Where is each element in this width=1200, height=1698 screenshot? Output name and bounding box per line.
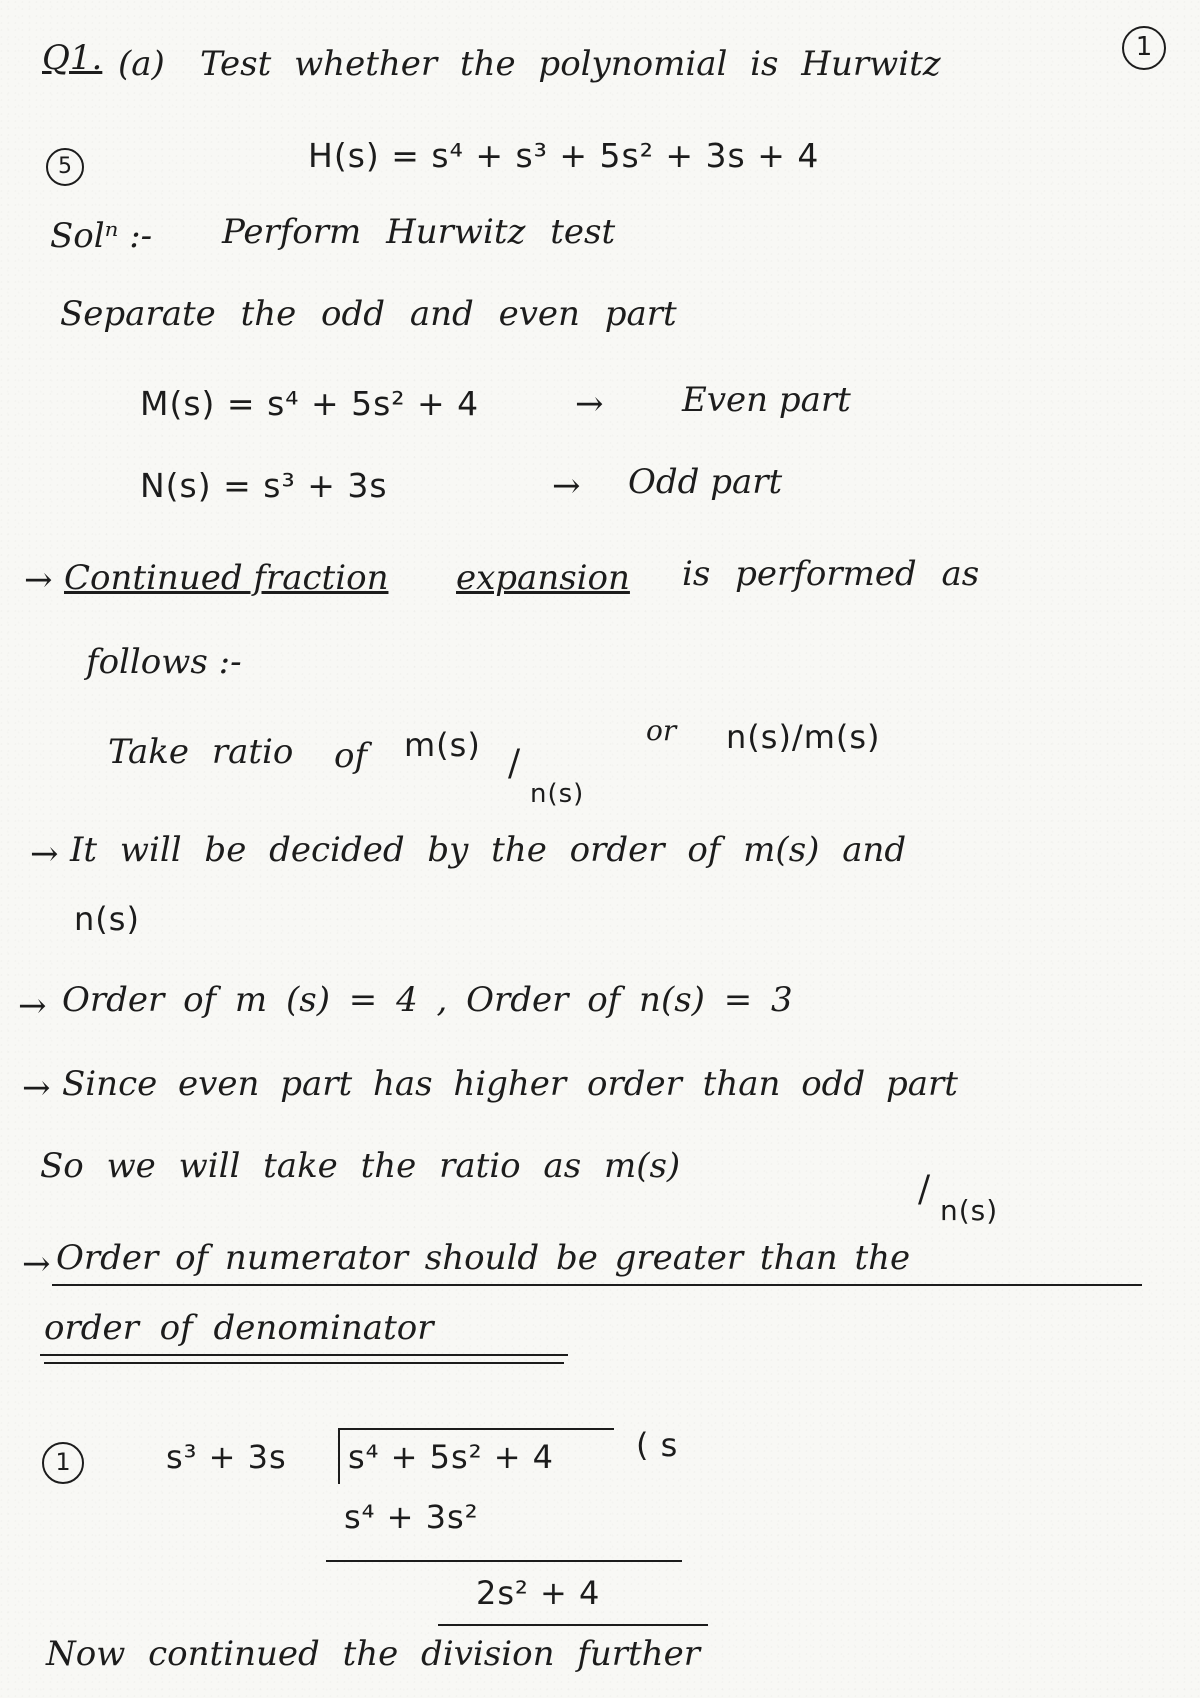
question-instruction: Test whether the polynomial is Hurwitz <box>200 44 941 84</box>
odd-lhs: N(s) <box>140 466 212 505</box>
numerator-rule-line2: order of denominator <box>44 1308 434 1348</box>
ratio2: n(s)/m(s) <box>726 718 881 756</box>
solution-label: Solⁿ :- <box>50 216 153 256</box>
division-bracket <box>338 1428 340 1484</box>
quotient-bracket: ( <box>636 1426 661 1464</box>
take-ratio-label: Take ratio <box>108 732 294 772</box>
even-part-label: Even part <box>682 380 851 420</box>
continue-division-line: Now continued the division further <box>46 1634 700 1674</box>
even-lhs: M(s) <box>140 384 216 423</box>
decided-line1: It will be decided by the order of m(s) and <box>70 830 907 870</box>
remainder: 2s² + 4 <box>476 1574 601 1612</box>
slash-icon: / <box>508 743 521 784</box>
perform-test-line: Perform Hurwitz test <box>222 212 616 252</box>
subtraction-line <box>326 1560 682 1562</box>
question-part: (a) <box>118 44 165 84</box>
of-word: of <box>334 736 368 776</box>
division-bar <box>338 1428 614 1430</box>
divisor: s³ + 3s <box>166 1438 287 1476</box>
marks-circle <box>46 148 84 186</box>
underline <box>52 1284 1142 1286</box>
marks-value: 5 <box>58 154 72 179</box>
arrow-icon: → <box>18 986 47 1026</box>
odd-rhs: s³ + 3s <box>263 466 388 505</box>
arrow-icon: → <box>24 560 53 600</box>
numerator-rule-line1: Order of numerator should be greater than the <box>56 1238 911 1278</box>
subtraction-term: s⁴ + 3s² <box>344 1498 479 1536</box>
even-rhs: s⁴ + 5s² + 4 <box>267 384 480 423</box>
dividend: s⁴ + 5s² + 4 <box>348 1438 555 1476</box>
so-denominator: n(s) <box>940 1194 999 1227</box>
since-line: Since even part has higher order than odd part <box>62 1064 958 1104</box>
decided-line2: n(s) <box>74 900 140 938</box>
ratio1-numerator: m(s) <box>404 726 481 764</box>
page-number-circle <box>1122 26 1166 70</box>
underline <box>44 1362 564 1364</box>
arrow-icon: → <box>30 834 59 874</box>
equals-sign: = <box>391 136 432 175</box>
cfe-performed: is performed as <box>682 554 980 594</box>
equals-sign: = <box>223 466 264 505</box>
step-number: 1 <box>55 1448 71 1476</box>
odd-part-equation <box>140 468 388 504</box>
page-number: 1 <box>1135 32 1153 62</box>
or-word: or <box>646 714 677 747</box>
polynomial-rhs: s⁴ + s³ + 5s² + 3s + 4 <box>431 136 820 175</box>
polynomial-label: H(s) <box>308 136 380 175</box>
cfe-follows: follows :- <box>86 642 242 682</box>
separate-line: Separate the odd and even part <box>60 294 677 334</box>
quotient-value: s <box>660 1426 679 1464</box>
remainder-line <box>438 1624 708 1626</box>
order-line: Order of m (s) = 4 , Order of n(s) = 3 <box>62 980 793 1020</box>
so-line: So we will take the ratio as m(s) <box>40 1146 681 1186</box>
quotient <box>636 1428 678 1463</box>
arrow-icon: → <box>22 1244 51 1284</box>
arrow-icon: → <box>552 466 581 506</box>
arrow-icon: → <box>22 1068 51 1108</box>
even-part-equation <box>140 386 479 422</box>
odd-part-label: Odd part <box>628 462 783 502</box>
cfe-expansion: expansion <box>456 558 630 598</box>
equals-sign: = <box>226 384 268 423</box>
question-number: Q1. <box>42 38 103 78</box>
ratio1-denominator: n(s) <box>530 779 585 809</box>
underline <box>40 1354 568 1356</box>
cfe-continued-fraction: Continued fraction <box>64 558 389 598</box>
slash-icon: / <box>918 1169 931 1210</box>
step-number-circle <box>42 1442 84 1484</box>
polynomial-equation <box>308 138 819 174</box>
arrow-icon: → <box>575 384 604 424</box>
